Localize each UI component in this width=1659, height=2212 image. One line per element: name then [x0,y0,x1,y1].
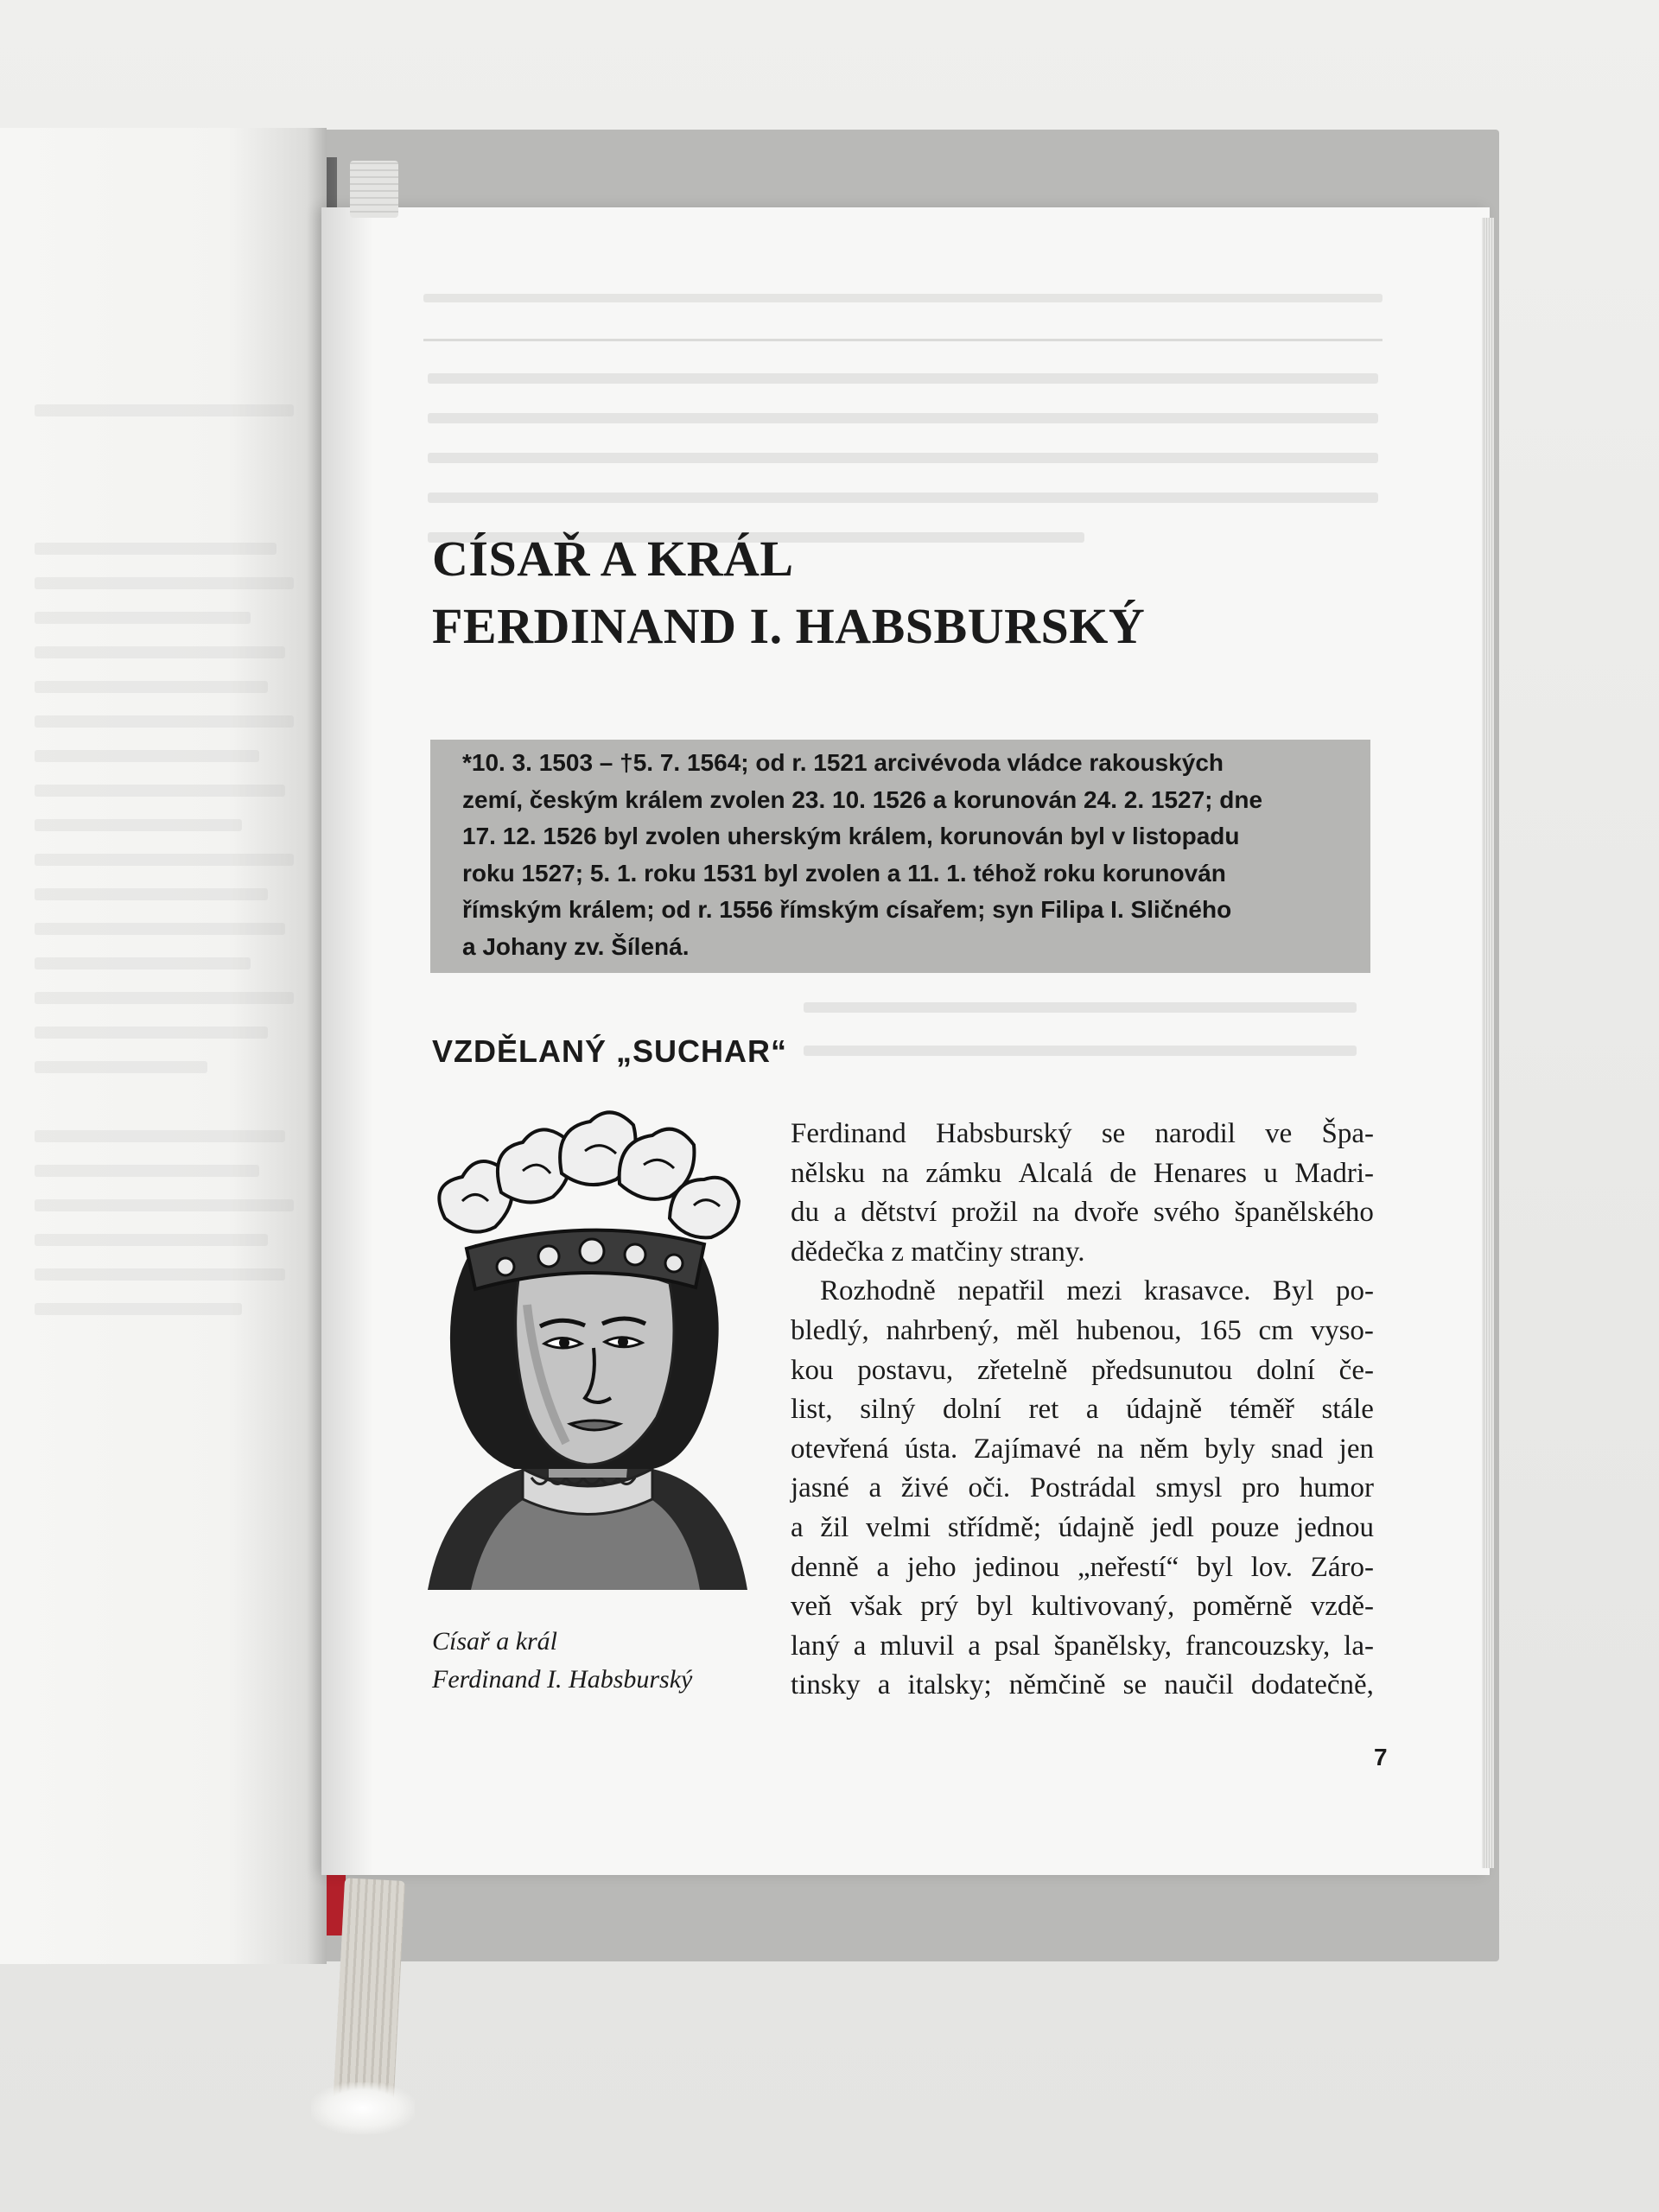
body-word: če- [1338,1354,1374,1386]
body-word: denně [791,1551,859,1583]
body-word: Alcalá [1018,1157,1093,1189]
body-line [791,1115,1374,1154]
body-word: snad [1270,1433,1324,1465]
bookmark-ribbon [333,1878,405,2113]
body-word: na [881,1157,909,1189]
body-word: italsky; [907,1669,992,1701]
body-paragraphs [791,1115,1374,1706]
body-word: Byl [1272,1275,1314,1307]
biography-line: římským králem; od r. 1556 římským císařem; syn Filipa I. Sličného [462,896,1232,923]
body-word: laný [791,1630,840,1662]
caption-line-1: Císař a král [432,1627,558,1656]
body-word: prý [920,1591,959,1623]
body-word: jasné [791,1472,849,1504]
body-word: měl [1016,1314,1059,1346]
body-line [791,1666,1374,1706]
chapter-title-line-1: CÍSAŘ A KRÁL [432,531,794,587]
body-word: se [1122,1669,1147,1701]
body-word: lov. [1250,1551,1294,1583]
body-word: cm [1258,1314,1294,1346]
body-word: jedl [1151,1511,1194,1543]
body-word: hubenou, [1076,1314,1182,1346]
body-word: 165 [1198,1314,1242,1346]
body-word: Špa- [1321,1118,1374,1149]
body-line [791,1509,1374,1548]
body-word: humor [1299,1472,1374,1504]
biography-line: a Johany zv. Šílená. [462,932,690,960]
portrait-caption [432,1623,692,1699]
body-word: postavu, [857,1354,954,1386]
body-word: živé [900,1472,949,1504]
body-line [791,1430,1374,1470]
biography-line: zemí, českým králem zvolen 23. 10. 1526 a korunován 24. 2. 1527; dne [462,785,1263,813]
page-edges [1482,218,1494,1868]
body-word: Rozhodně [820,1275,936,1307]
body-word: a [868,1472,882,1504]
body-line [791,1627,1374,1667]
body-word: žil [820,1511,849,1543]
body-word: a [877,1669,891,1701]
body-word: však [849,1591,903,1623]
body-line [791,1154,1374,1194]
body-word: Henares [1153,1157,1247,1189]
body-word: dodatečně, [1250,1669,1374,1701]
body-line [791,1548,1374,1588]
body-word: předsunutou [1091,1354,1233,1386]
left-page-show-through [0,128,327,1964]
body-word: a [853,1630,867,1662]
body-word: na [1096,1433,1124,1465]
body-word: smysl [1155,1472,1223,1504]
body-word: nahrbený, [886,1314,1000,1346]
body-word: a [1085,1394,1099,1426]
body-word: kultivovaný, [1031,1591,1175,1623]
body-word: stále [1321,1394,1374,1426]
body-word: se [1101,1118,1126,1149]
portrait-illustration [393,1097,765,1616]
body-word: ústa. [904,1433,958,1465]
body-word: jen [1338,1433,1374,1465]
body-word: silný [860,1394,916,1426]
body-word: němčině [1008,1669,1106,1701]
body-word: kou [791,1354,834,1386]
body-word: téměř [1229,1394,1294,1426]
body-word: list, [791,1394,833,1426]
body-word: u [1263,1157,1278,1189]
biography-line: roku 1527; 5. 1. roku 1531 byl zvolen a 11. 1. téhož roku korunován [462,859,1226,887]
caption-line-2: Ferdinand I. Habsburský [432,1665,693,1694]
body-word: „neřestí“ [1077,1551,1179,1583]
body-line [791,1351,1374,1391]
body-word: Ferdinand [791,1118,906,1149]
body-word: na [1032,1197,1060,1229]
body-word: a [791,1511,804,1543]
body-word: dětství [861,1197,938,1229]
body-word: svého [1153,1197,1220,1229]
biography-line: *10. 3. 1503 – †5. 7. 1564; od r. 1521 arcivévoda vládce rakouských [462,749,1224,776]
body-line [791,1193,1374,1233]
body-word: jednou [1296,1511,1374,1543]
body-word: veň [791,1591,832,1623]
body-word: narodil [1154,1118,1236,1149]
body-line [791,1469,1374,1509]
body-word: střídmě; [947,1511,1042,1543]
body-word: jedinou [974,1551,1060,1583]
body-line [791,1390,1374,1430]
body-word: a [833,1197,847,1229]
body-word: jeho [906,1551,957,1583]
body-word: poměrně [1192,1591,1293,1623]
body-line [791,1272,1374,1312]
body-word: otevřená [791,1433,889,1465]
body-word: psal [994,1630,1040,1662]
bookmark-ribbon-end [311,2082,415,2134]
chapter-title-line-2: FERDINAND I. HABSBURSKÝ [432,598,1146,654]
body-word: ve [1265,1118,1293,1149]
body-word: údajně [1126,1394,1203,1426]
body-word: bledlý, [791,1314,869,1346]
body-word: Postrádal [1029,1472,1136,1504]
body-word: ret [1028,1394,1059,1426]
body-word: Habsburský [935,1118,1072,1149]
body-word: vyso- [1310,1314,1374,1346]
body-word: la- [1344,1630,1374,1662]
body-word: prožil [951,1197,1019,1229]
body-word: pouze [1211,1511,1280,1543]
body-word: nělsku [791,1157,866,1189]
section-heading: VZDĚLANÝ „SUCHAR“ [432,1033,788,1069]
body-word: velmi [866,1511,931,1543]
body-word: španělsky, [1053,1630,1173,1662]
body-word: dolní [943,1394,1001,1426]
body-word: byl [1196,1551,1234,1583]
body-line [791,1587,1374,1627]
left-page [0,128,327,1964]
body-word: dvoře [1073,1197,1139,1229]
biography-text [462,740,1352,965]
body-word: de [1109,1157,1137,1189]
body-word: mluvil [880,1630,955,1662]
bookmark-ribbon-top [350,161,398,218]
body-word: zřetelně [976,1354,1068,1386]
body-word: francouzsky, [1185,1630,1331,1662]
body-word: tinsky [791,1669,861,1701]
body-word: údajně [1058,1511,1135,1543]
body-word: po- [1335,1275,1374,1307]
body-word: oči. [968,1472,1011,1504]
body-word: něm [1139,1433,1189,1465]
body-word: byly [1204,1433,1255,1465]
body-word: španělského [1234,1197,1374,1229]
body-word: zámku [925,1157,1002,1189]
biography-line: 17. 12. 1526 byl zvolen uherským králem, korunován byl v listopadu [462,823,1240,849]
body-word: du [791,1197,819,1229]
body-word: a [968,1630,981,1662]
body-word: Madri- [1294,1157,1374,1189]
body-word: byl [976,1591,1014,1623]
body-word: naučil [1164,1669,1234,1701]
body-word: vzdě- [1310,1591,1374,1623]
body-word: nepatřil [957,1275,1045,1307]
body-word: pro [1242,1472,1281,1504]
page-number: 7 [1374,1744,1388,1770]
chapter-title [432,525,1145,660]
body-line [791,1312,1374,1351]
body-word: mezi [1066,1275,1122,1307]
body-word: a [876,1551,890,1583]
body-word: dolní [1256,1354,1315,1386]
gutter-shadow [321,207,373,1875]
body-word: Zajímavé [973,1433,1082,1465]
body-word: Záro- [1310,1551,1374,1583]
body-word: krasavce. [1143,1275,1251,1307]
body-line: dědečka z matčiny strany. [791,1236,1085,1268]
